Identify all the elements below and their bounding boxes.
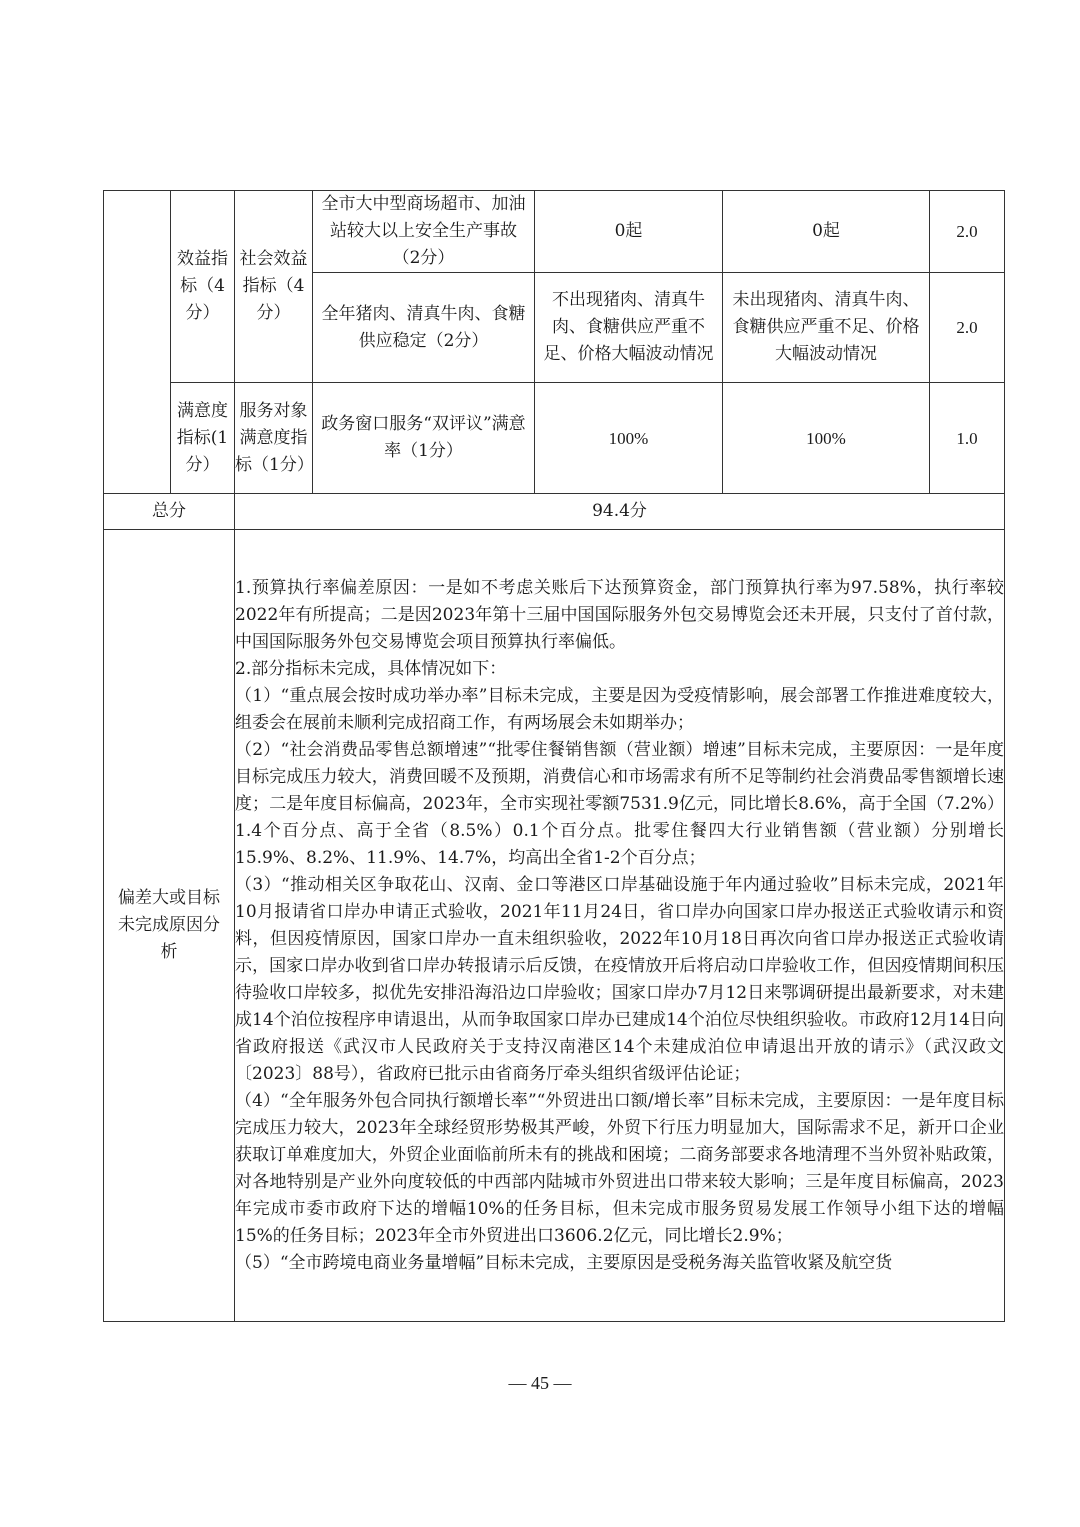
- total-row: [104, 494, 1005, 530]
- analysis-paragraph: 1.预算执行率偏差原因：一是如不考虑关账后下达预算资金，部门预算执行率为97.58%，执行率较2022年有所提高；二是因2023年第十三届中国国际服务外包交易博览会还未开展，只支付了首付款，中国国际服务外包交易博览会项目预算执行率偏低。: [235, 577, 1004, 652]
- analysis-paragraph: 2.部分指标未完成，具体情况如下：: [235, 658, 507, 679]
- analysis-paragraph: （5）“全市跨境电商业务量增幅”目标未完成，主要原因是受税务海关监管收紧及航空货: [235, 1252, 893, 1273]
- target-value-cell: 0起: [535, 191, 723, 273]
- analysis-paragraph: （4）“全年服务外包合同执行额增长率”“外贸进出口额/增长率”目标未完成，主要原因：一是年度目标完成压力较大，2023年全球经贸形势极其严峻，外贸下行压力明显加大，国际需求不足，新开口企业获取订单难度加大，外贸企业面临前所未有的挑战和困境；二商务部要求各地清理不当外贸补贴政策，对各地特别是产业外向度较低的中西部内陆城市外贸进出口带来较大影响；三是年度目标偏高，2023年完成市委市政府下达的增幅10%的任务目标，但未完成市服务贸易发展工作领导小组下达的增幅15%的任务目标；2023年全市外贸进出口3606.2亿元，同比增长2.9%；: [235, 1090, 1004, 1246]
- target-value-cell: 100%: [535, 383, 723, 494]
- indicator-name-cell: 政务窗口服务“双评议”满意率（1分）: [313, 383, 535, 494]
- actual-value-cell: 0起: [723, 191, 930, 273]
- target-value-cell: 不出现猪肉、清真牛肉、食糖供应严重不足、价格大幅波动情况: [535, 273, 723, 383]
- score-cell: 2.0: [930, 273, 1005, 383]
- deviation-label: 偏差大或目标未完成原因分析: [104, 530, 235, 1322]
- level2-benefit-cell: 效益指标（4分）: [171, 191, 235, 383]
- level2-satisfaction-cell: 满意度指标(1分）: [171, 383, 235, 494]
- total-value: 94.4分: [235, 494, 1005, 530]
- score-cell: 2.0: [930, 191, 1005, 273]
- analysis-paragraph: （3）“推动相关区争取花山、汉南、金口等港区口岸基础设施于年内通过验收”目标未完成，2021年10月报请省口岸办申请正式验收，2021年11月24日，省口岸办向国家口岸办报送正式验收请示和资料，但因疫情原因，国家口岸办一直未组织验收，2022年10月18日再次向省口岸办报送正式验收请示，国家口岸办收到省口岸办转报请示后反馈，在疫情放开后将启动口岸验收工作，但因疫情期间积压待验收口岸较多，拟优先安排沿海沿边口岸验收；国家口岸办7月12日来鄂调研提出最新要求，对未建成14个泊位按程序申请退出，从而争取国家口岸办已建成14个泊位尽快组织验收。市政府12月14日向省政府报送《武汉市人民政府关于支持汉南港区14个未建成泊位申请退出开放的请示》（武汉政文〔2023〕88号），省政府已批示由省商务厅牵头组织省级评估论证；: [235, 874, 1004, 1084]
- deviation-row: [104, 530, 1005, 1322]
- analysis-paragraph: （1）“重点展会按时成功举办率”目标未完成，主要是因为受疫情影响，展会部署工作推进难度较大，组委会在展前未顺利完成招商工作，有两场展会未如期举办；: [235, 685, 1004, 733]
- indicator-name-cell: 全年猪肉、清真牛肉、食糖供应稳定（2分）: [313, 273, 535, 383]
- table-row: [104, 383, 1005, 494]
- indicator-name-cell: 全市大中型商场超市、加油站较大以上安全生产事故（2分）: [313, 191, 535, 273]
- performance-table: [103, 190, 1005, 1322]
- score-cell: 1.0: [930, 383, 1005, 494]
- actual-value-cell: 100%: [723, 383, 930, 494]
- total-label: 总分: [104, 494, 235, 530]
- deviation-analysis: [235, 530, 1005, 1322]
- level3-social-benefit-cell: 社会效益指标（4分）: [235, 191, 313, 383]
- level3-satisfaction-cell: 服务对象满意度指标（1分）: [235, 383, 313, 494]
- actual-value-cell: 未出现猪肉、清真牛肉、食糖供应严重不足、价格大幅波动情况: [723, 273, 930, 383]
- level1-cell: [104, 191, 171, 494]
- table-row: [104, 191, 1005, 273]
- page-number: — 45 —: [508, 1373, 572, 1393]
- analysis-paragraph: （2）“社会消费品零售总额增速”“批零住餐销售额（营业额）增速”目标未完成，主要原因：一是年度目标完成压力较大，消费回暖不及预期，消费信心和市场需求有所不足等制约社会消费品零售额增长速度；二是年度目标偏高，2023年，全市实现社零额7531.9亿元，同比增长8.6%，高于全国（7.2%）1.4个百分点、高于全省（8.5%）0.1个百分点。批零住餐四大行业销售额（营业额）分别增长15.9%、8.2%、11.9%、14.7%，均高出全省1-2个百分点；: [235, 739, 1004, 868]
